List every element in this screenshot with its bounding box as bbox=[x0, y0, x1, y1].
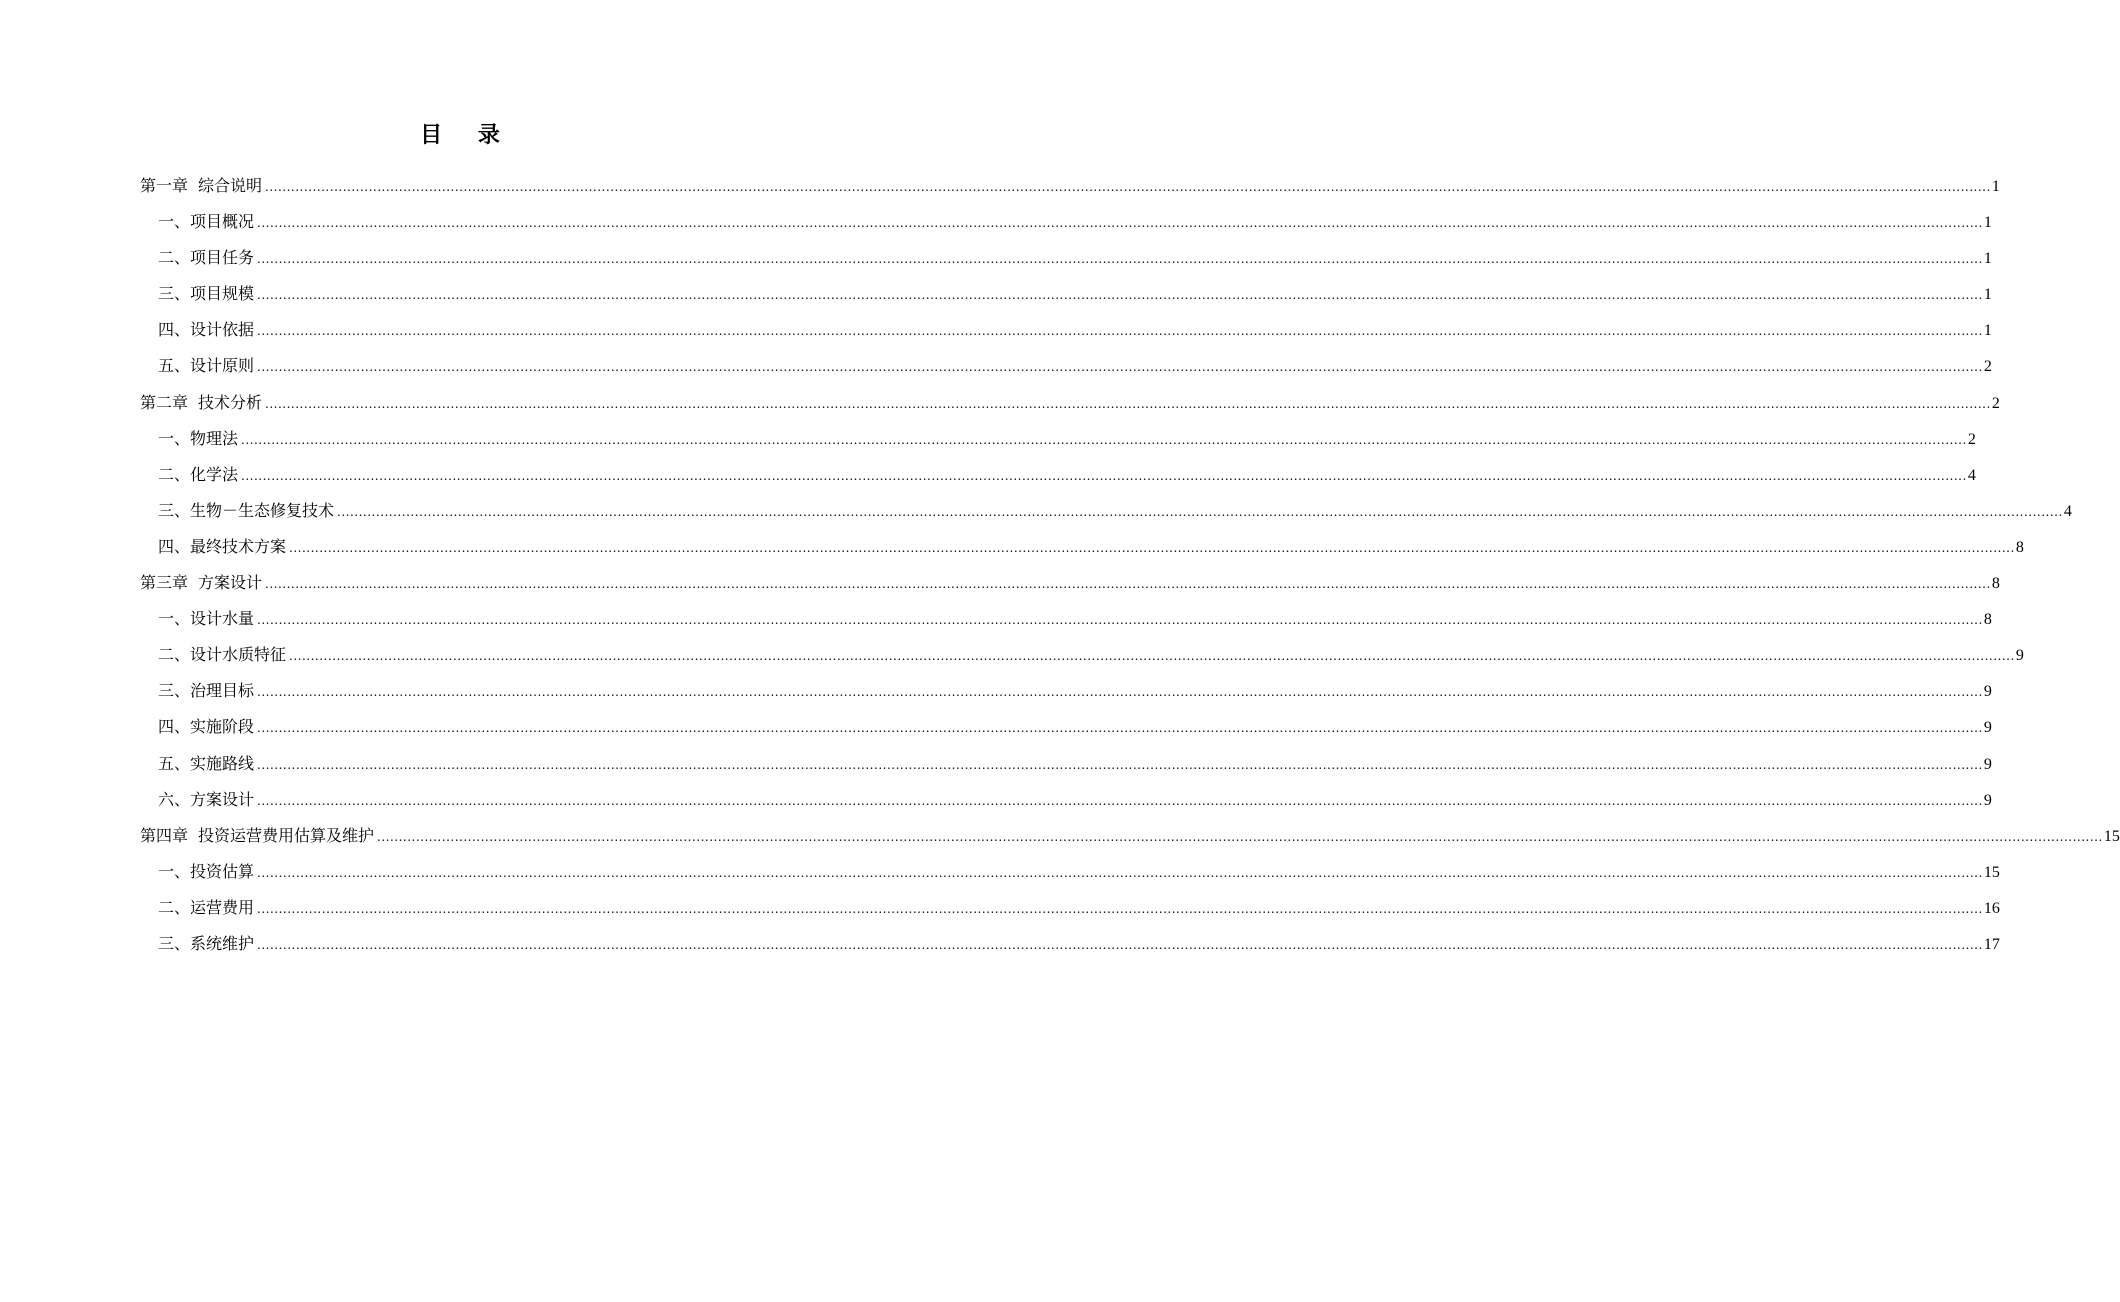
toc-entry-label bbox=[140, 565, 262, 601]
toc-entry-text: 化学法 bbox=[190, 464, 239, 484]
toc-section-entry[interactable] bbox=[140, 746, 1992, 782]
toc-section-entry[interactable] bbox=[140, 926, 2000, 962]
toc-entry-text: 设计水量 bbox=[190, 609, 255, 629]
toc-entry-label bbox=[158, 709, 254, 745]
toc-chapter-entry[interactable] bbox=[140, 385, 2000, 421]
toc-entry-text: 设计水质特征 bbox=[190, 645, 287, 665]
toc-page-number: 2 bbox=[1991, 394, 2000, 412]
toc-entry-number: 三、 bbox=[158, 933, 191, 953]
toc-entry-text: 实施阶段 bbox=[190, 717, 255, 737]
toc-entry-text: 物理法 bbox=[190, 428, 239, 448]
toc-dot-leader: ................................................................................................................................................................................................................................................................................................................................................................................................................ bbox=[265, 180, 1991, 194]
toc-page-number: 8 bbox=[2015, 538, 2024, 556]
toc-page-number: 4 bbox=[1967, 466, 1976, 484]
toc-dot-leader: ................................................................................................................................................................................................................................................................................................................................................................................................................ bbox=[337, 504, 2063, 519]
toc-dot-leader: ................................................................................................................................................................................................................................................................................................................................................................................................................ bbox=[377, 829, 2103, 844]
toc-entry-label bbox=[140, 385, 262, 421]
toc-entry-label bbox=[140, 818, 374, 854]
toc-entry-number: 第一章 bbox=[140, 176, 189, 195]
toc-entry-label bbox=[158, 637, 286, 673]
toc-entry-number: 二、 bbox=[158, 464, 191, 484]
toc-entry-number: 一、 bbox=[158, 609, 191, 629]
toc-entry-number: 第二章 bbox=[140, 392, 189, 412]
toc-dot-leader: ................................................................................................................................................................................................................................................................................................................................................................................................................ bbox=[265, 396, 1991, 411]
toc-dot-leader: ................................................................................................................................................................................................................................................................................................................................................................................................................ bbox=[257, 613, 1983, 628]
toc-entry-label bbox=[158, 890, 254, 926]
toc-entry-number: 二、 bbox=[158, 248, 191, 268]
toc-dot-leader: ................................................................................................................................................................................................................................................................................................................................................................................................................ bbox=[241, 468, 1967, 483]
toc-dot-leader: ................................................................................................................................................................................................................................................................................................................................................................................................................ bbox=[257, 288, 1983, 303]
toc-chapter-entry[interactable] bbox=[140, 565, 2000, 601]
toc-entry-text: 方案设计 bbox=[190, 789, 255, 809]
toc-dot-leader: ................................................................................................................................................................................................................................................................................................................................................................................................................ bbox=[241, 432, 1967, 447]
toc-section-entry[interactable] bbox=[140, 276, 1992, 312]
toc-section-entry[interactable] bbox=[140, 890, 2000, 926]
toc-page-number: 8 bbox=[1983, 611, 1992, 629]
toc-entry-text: 最终技术方案 bbox=[190, 536, 287, 556]
toc-dot-leader: ................................................................................................................................................................................................................................................................................................................................................................................................................ bbox=[257, 252, 1983, 267]
toc-entry-text: 实施路线 bbox=[190, 753, 255, 773]
toc-page-number: 17 bbox=[1983, 935, 2000, 953]
toc-dot-leader: ................................................................................................................................................................................................................................................................................................................................................................................................................ bbox=[257, 721, 1983, 736]
table-of-contents bbox=[140, 168, 2120, 962]
toc-entry-number: 五、 bbox=[158, 356, 191, 376]
toc-entry-text: 方案设计 bbox=[198, 573, 263, 593]
toc-entry-number: 第四章 bbox=[140, 825, 189, 845]
toc-page-number: 2 bbox=[1967, 430, 1976, 448]
toc-section-entry[interactable] bbox=[140, 709, 1992, 745]
toc-page-number: 2 bbox=[1983, 358, 1992, 376]
toc-page-number: 1 bbox=[1983, 286, 1992, 304]
toc-entry-label bbox=[158, 529, 286, 565]
toc-entry-text: 技术分析 bbox=[198, 392, 263, 412]
toc-chapter-entry[interactable] bbox=[140, 168, 2000, 204]
toc-entry-label bbox=[158, 782, 254, 818]
toc-chapter-entry[interactable] bbox=[140, 818, 2120, 854]
toc-entry-number: 一、 bbox=[158, 861, 191, 881]
toc-section-entry[interactable] bbox=[140, 457, 1976, 493]
toc-entry-number: 二、 bbox=[158, 897, 191, 917]
toc-entry-number: 三、 bbox=[158, 681, 191, 701]
toc-dot-leader: ................................................................................................................................................................................................................................................................................................................................................................................................................ bbox=[257, 793, 1983, 808]
toc-page-number: 9 bbox=[1983, 791, 1992, 809]
toc-page-number: 9 bbox=[2015, 647, 2024, 665]
toc-page-number: 16 bbox=[1983, 899, 2000, 917]
toc-entry-label bbox=[158, 493, 334, 529]
toc-dot-leader: ................................................................................................................................................................................................................................................................................................................................................................................................................ bbox=[257, 216, 1983, 231]
toc-dot-leader: ................................................................................................................................................................................................................................................................................................................................................................................................................ bbox=[289, 540, 2015, 555]
toc-entry-label bbox=[158, 312, 254, 348]
toc-page-number: 1 bbox=[1983, 214, 1992, 232]
toc-dot-leader: ................................................................................................................................................................................................................................................................................................................................................................................................................ bbox=[257, 757, 1983, 772]
toc-page-number: 1 bbox=[1983, 250, 1992, 268]
toc-page-number: 15 bbox=[1983, 863, 2000, 881]
toc-entry-text: 项目规模 bbox=[190, 284, 255, 304]
toc-page-number: 9 bbox=[1983, 755, 1992, 773]
toc-entry-text: 项目任务 bbox=[190, 248, 255, 268]
toc-section-entry[interactable] bbox=[140, 312, 1992, 348]
toc-dot-leader: ................................................................................................................................................................................................................................................................................................................................................................................................................ bbox=[257, 360, 1983, 375]
toc-section-entry[interactable] bbox=[140, 601, 1992, 637]
toc-dot-leader: ................................................................................................................................................................................................................................................................................................................................................................................................................ bbox=[257, 937, 1983, 952]
toc-entry-number: 三、 bbox=[158, 284, 191, 304]
toc-section-entry[interactable] bbox=[140, 854, 2000, 890]
toc-entry-label bbox=[158, 204, 254, 240]
toc-entry-label bbox=[158, 276, 254, 312]
toc-entry-text: 生物－生态修复技术 bbox=[190, 500, 335, 520]
toc-entry-text: 治理目标 bbox=[190, 681, 255, 701]
toc-entry-text: 设计原则 bbox=[190, 356, 255, 376]
toc-section-entry[interactable] bbox=[140, 348, 1992, 384]
toc-dot-leader: ................................................................................................................................................................................................................................................................................................................................................................................................................ bbox=[289, 649, 2015, 664]
toc-entry-text: 投资估算 bbox=[190, 861, 255, 881]
toc-entry-label bbox=[158, 601, 254, 637]
toc-section-entry[interactable] bbox=[140, 637, 2024, 673]
toc-title: 目 录 bbox=[420, 122, 514, 148]
toc-entry-number: 四、 bbox=[158, 717, 191, 737]
toc-entry-number: 四、 bbox=[158, 536, 191, 556]
toc-page-number: 1 bbox=[1991, 178, 2000, 195]
toc-dot-leader: ................................................................................................................................................................................................................................................................................................................................................................................................................ bbox=[257, 901, 1983, 916]
toc-entry-number: 三、 bbox=[158, 500, 191, 520]
toc-entry-label bbox=[158, 240, 254, 276]
toc-page-number: 1 bbox=[1983, 322, 1992, 340]
toc-entry-text: 项目概况 bbox=[190, 212, 255, 232]
toc-page-number: 8 bbox=[1991, 575, 2000, 593]
toc-section-entry[interactable] bbox=[140, 529, 2024, 565]
toc-entry-text: 设计依据 bbox=[190, 320, 255, 340]
toc-dot-leader: ................................................................................................................................................................................................................................................................................................................................................................................................................ bbox=[257, 324, 1983, 339]
toc-entry-label bbox=[158, 854, 254, 890]
toc-entry-number: 四、 bbox=[158, 320, 191, 340]
toc-entry-number: 第三章 bbox=[140, 573, 189, 593]
toc-section-entry[interactable] bbox=[140, 204, 1992, 240]
toc-page-number: 9 bbox=[1983, 719, 1992, 737]
toc-section-entry[interactable] bbox=[140, 240, 1992, 276]
toc-entry-number: 六、 bbox=[158, 789, 191, 809]
toc-entry-label bbox=[158, 673, 254, 709]
toc-entry-label bbox=[158, 746, 254, 782]
toc-entry-text: 系统维护 bbox=[190, 933, 255, 953]
toc-entry-label bbox=[158, 926, 254, 962]
toc-page-number: 9 bbox=[1983, 683, 1992, 701]
toc-dot-leader: ................................................................................................................................................................................................................................................................................................................................................................................................................ bbox=[257, 685, 1983, 700]
toc-entry-text: 综合说明 bbox=[198, 176, 263, 195]
toc-section-entry[interactable] bbox=[140, 782, 1992, 818]
toc-section-entry[interactable] bbox=[140, 421, 1976, 457]
toc-dot-leader: ................................................................................................................................................................................................................................................................................................................................................................................................................ bbox=[265, 577, 1991, 592]
toc-entry-text: 运营费用 bbox=[190, 897, 255, 917]
toc-entry-number: 二、 bbox=[158, 645, 191, 665]
toc-entry-label bbox=[158, 457, 238, 493]
toc-entry-number: 五、 bbox=[158, 753, 191, 773]
toc-section-entry[interactable] bbox=[140, 673, 1992, 709]
toc-dot-leader: ................................................................................................................................................................................................................................................................................................................................................................................................................ bbox=[257, 865, 1983, 880]
toc-entry-number: 一、 bbox=[158, 428, 191, 448]
toc-entry-text: 投资运营费用估算及维护 bbox=[198, 825, 375, 845]
toc-entry-label bbox=[158, 348, 254, 384]
toc-section-entry[interactable] bbox=[140, 493, 2072, 529]
toc-page-number: 15 bbox=[2103, 827, 2120, 845]
toc-entry-label bbox=[140, 168, 262, 204]
toc-entry-number: 一、 bbox=[158, 212, 191, 232]
toc-page-number: 4 bbox=[2063, 502, 2072, 520]
toc-entry-label bbox=[158, 421, 238, 457]
